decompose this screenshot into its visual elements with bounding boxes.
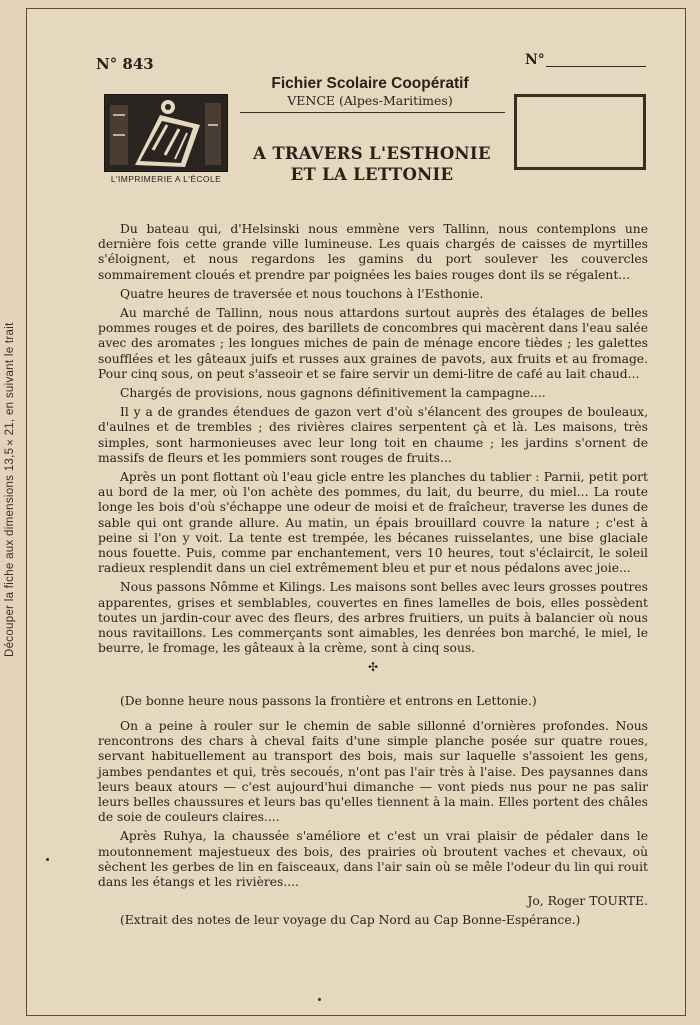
printing-press-logo bbox=[104, 94, 228, 172]
author-signature: Jo, Roger TOURTE. bbox=[527, 894, 648, 909]
number-field-line bbox=[546, 66, 646, 67]
paragraph: On a peine à rouler sur le chemin de sable sillonné d'ornières profondes. Nous rencontrons des chars à cheval faits d'une simple planche posée sur quatre roues, servant habituellement au transport des bois, mais sur laquelle s'assoient les gens, jambes pendantes et qui, très secoués, n'ont pas l'air très à l'aise. Des paysannes dans leurs beaux atours — c'est aujourd'hui dimanche — vont pieds nus pour ne pas salir leurs belles chaussures et leurs bas qu'elles tiennent à la main. Elles portent des châles de soie de couleurs claires.... bbox=[98, 718, 648, 825]
article-title-line-1: A TRAVERS L'ESTHONIE bbox=[253, 144, 491, 163]
article-title bbox=[240, 143, 504, 185]
header-divider bbox=[240, 112, 505, 113]
card-number: N° 843 bbox=[96, 55, 154, 73]
paragraph: Du bateau qui, d'Helsinski nous emmène vers Tallinn, nous contemplons une dernière fois cette grande ville lumineuse. Les quais chargés de caisses de myrtilles s'éloignent, et nous regardons les gamins du port soulever les couvercles sommairement cloués et prendre par poignées les baies rouges dont ils se régalent... bbox=[98, 222, 648, 282]
paragraph: Chargés de provisions, nous gagnons définitivement la campagne.... bbox=[120, 386, 546, 401]
cutting-instruction: Découper la fiche aux dimensions 13,5×21, en suivant le trait bbox=[4, 322, 16, 658]
publisher-location: VENCE (Alpes-Maritimes) bbox=[287, 93, 453, 108]
logo-caption: L'IMPRIMERIE A L'ÉCOLE bbox=[110, 174, 222, 184]
paragraph: Quatre heures de traversée et nous touchons à l'Esthonie. bbox=[120, 286, 484, 301]
source-note: (Extrait des notes de leur voyage du Cap Nord au Cap Bonne-Espérance.) bbox=[120, 913, 581, 928]
article-title-line-2: ET LA LETTONIE bbox=[290, 165, 454, 184]
printing-press-icon bbox=[105, 95, 227, 171]
publisher-title: Fichier Scolaire Coopératif bbox=[271, 75, 469, 92]
stamp-box bbox=[514, 94, 646, 170]
section-separator: ✣ bbox=[367, 660, 379, 675]
paragraph: (De bonne heure nous passons la frontière et entrons en Lettonie.) bbox=[120, 693, 537, 708]
paragraph: Nous passons Nômme et Kilings. Les maisons sont belles avec leurs grosses poutres apparentes, grises et semblables, couvertes en fines lamelles de bois, elles possèdent toutes un jardin-cour avec des fleurs, des arbres fruitiers, un puits à balancier où nous nous ravitaillons. Les commerçants sont aimables, les denrées bon marché, le miel, le beurre, le fromage, les gâteaux à la crème, sont à cinq sous. bbox=[98, 580, 648, 656]
paragraph: Après un pont flottant où l'eau gicle entre les planches du tablier : Parnii, petit port au bord de la mer, où l'on achète des pommes, du lait, du beurre, du miel... La route longe les bois d'où s'échappe une odeur de moisi et de fraîcheur, traverse les dunes de sable qui ont grande allure. Au matin, un épais brouillard couvre la nature ; c'est à peine si l'on y voit. La tente est trempée, les bécanes ruisselantes, une bise glaciale nous fouette. Puis, comme par enchantement, vers 10 heures, tout s'éclaircit, le soleil radieux resplendit dans un ciel extrêmement bleu et pur et nous pédalons avec joie... bbox=[98, 470, 648, 576]
number-field-label: N° bbox=[525, 52, 545, 68]
punch-mark bbox=[46, 858, 49, 861]
paragraph: Il y a de grandes étendues de gazon vert d'où s'élancent des groupes de bouleaux, d'aulnes et de trembles ; des rivières claires serpentent çà et là. Les maisons, très simples, sont harmonieuses avec leur long toit en chaume ; les jardins s'ornent de massifs de fleurs et les pommiers sont rouges de fruits... bbox=[98, 405, 648, 465]
paragraph: Après Ruhya, la chaussée s'améliore et c'est un vrai plaisir de pédaler dans le moutonnement majestueux des bois, des prairies où broutent vaches et chevaux, où sèchent les gerbes de lin en faisceaux, dans l'air sain où se mêle l'odeur du lin qui rouit dans les étangs et les rivières.... bbox=[98, 829, 648, 889]
article-body bbox=[98, 222, 648, 933]
punch-mark bbox=[318, 998, 321, 1001]
paragraph: Au marché de Tallinn, nous nous attardons surtout auprès des étalages de belles pommes rouges et de poires, des barillets de concombres qui macèrent dans l'eau salée avec des aromates ; les longues miches de pain de ménage encore tièdes ; les galettes soufflées et les gâteaux juifs et russes aux graines de pavots, aux fruits et au fromage. Pour cinq sous, on peut s'asseoir et se faire servir un demi-litre de café au lait chaud... bbox=[98, 306, 648, 381]
